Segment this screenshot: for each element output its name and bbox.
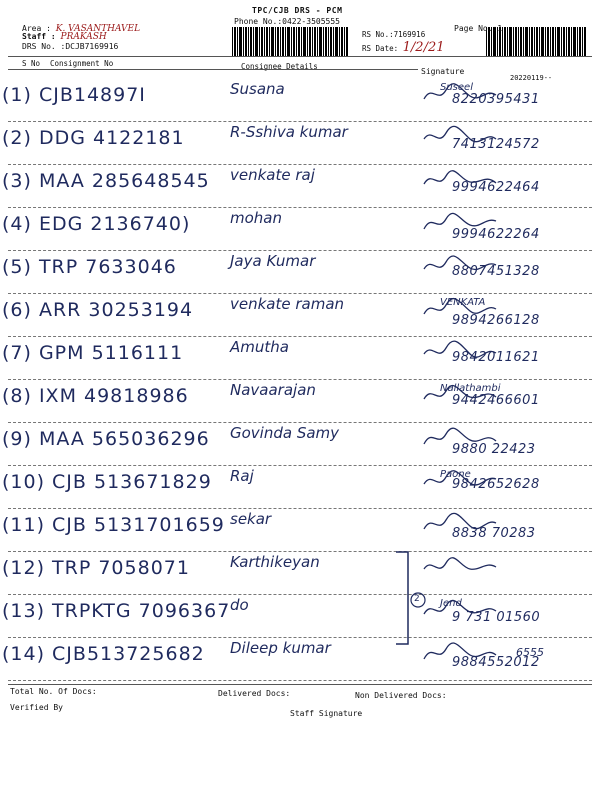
signature-text: Suseel: [440, 82, 473, 93]
row-divider: [8, 680, 592, 681]
row-divider: [8, 594, 592, 595]
row-divider: [8, 293, 592, 294]
consignee-name: sekar: [230, 510, 272, 528]
barcode-left: [232, 27, 348, 57]
col-consignee: Consignee Details: [241, 62, 318, 71]
phone-number-handwritten: 9442466601: [452, 393, 540, 408]
signature-text: Paone: [440, 469, 471, 480]
table-row: [0, 252, 600, 296]
footer-rule: [8, 684, 592, 685]
consignment-number: (7) GPM 5116111: [2, 342, 184, 364]
table-row: [0, 80, 600, 124]
consignee-name: R-Sshiva kumar: [230, 123, 348, 141]
area-label: Area :: [22, 24, 51, 33]
row-divider: [8, 465, 592, 466]
consignee-name: Karthikeyan: [230, 553, 320, 571]
signature-text: VENKATA: [440, 297, 486, 308]
consignee-name: mohan: [230, 209, 282, 227]
phone-number-handwritten: 8838 70283: [452, 526, 536, 541]
row-divider: [8, 637, 592, 638]
table-row: [0, 639, 600, 683]
phone-number-handwritten: 7413124572: [452, 137, 540, 152]
table-row: [0, 381, 600, 425]
phone-number-handwritten: 9 731 01560: [452, 610, 541, 625]
table-row: [0, 510, 600, 554]
row-divider: [8, 336, 592, 337]
phone-number-handwritten: 8220395431: [452, 92, 540, 107]
consignment-number: (12) TRP 7058071: [2, 557, 190, 579]
consignment-number: (3) MAA 285648545: [2, 170, 210, 192]
table-row: [0, 553, 600, 597]
phone-number-handwritten: 9994622264: [452, 227, 540, 242]
phone-number-handwritten: 9842652628: [452, 477, 540, 492]
consignment-number: (5) TRP 7633046: [2, 256, 177, 278]
date-stamp: 20220119--: [510, 74, 553, 82]
phone-number-handwritten: 9894266128: [452, 313, 540, 328]
row-divider: [8, 207, 592, 208]
staff-value: PRAKASH: [60, 32, 107, 42]
phone-number: Phone No.:0422-3505555: [234, 17, 340, 26]
table-row: [0, 424, 600, 468]
rs-number: RS No.:7169916: [362, 30, 426, 39]
phone-number-handwritten: 9994622464: [452, 180, 540, 195]
row-divider: [8, 508, 592, 509]
consignment-number: (10) CJB 513671829: [2, 471, 212, 493]
col-signature: Signature: [421, 67, 465, 76]
non-delivered-docs: Non Delivered Docs:: [355, 691, 447, 700]
staff-signature: Staff Signature: [290, 709, 363, 718]
area-value: K. VASANTHAVEL: [55, 24, 141, 34]
consignment-number: (6) ARR 30253194: [2, 299, 194, 321]
rs-date-label: RS Date:: [362, 44, 399, 53]
staff-label: Staff :: [22, 32, 56, 41]
signature-text: Nallathambi: [440, 383, 501, 394]
phone-number-handwritten: 9842011621: [452, 350, 540, 365]
consignment-number: (14) CJB513725682: [2, 643, 205, 665]
consignment-number: (2) DDG 4122181: [2, 127, 185, 149]
consignment-number: (9) MAA 565036296: [2, 428, 210, 450]
total-docs: Total No. Of Docs:: [10, 687, 97, 696]
consignee-name: Amutha: [230, 338, 289, 356]
col-consignment: Consignment No: [50, 59, 114, 68]
staff-field: [22, 32, 107, 42]
row-divider: [8, 551, 592, 552]
page-number: Page No.:1: [454, 24, 503, 33]
delivered-docs: Delivered Docs:: [218, 689, 291, 698]
phone-number-handwritten: 9884552012: [452, 655, 540, 670]
consignment-number: (4) EDG 2136740): [2, 213, 191, 235]
header-rule-top: [8, 56, 592, 57]
phone-number-handwritten: 9880 22423: [452, 442, 536, 457]
consignee-name: venkate raman: [230, 295, 345, 313]
consignee-name: Govinda Samy: [230, 424, 340, 442]
consignment-number: (13) TRPKTG 7096367: [2, 600, 231, 622]
extra-number: 6555: [516, 646, 544, 659]
row-divider: [8, 422, 592, 423]
table-row: [0, 338, 600, 382]
document-title: TPC/CJB DRS - PCM: [252, 6, 343, 15]
consignee-name: venkate raj: [230, 166, 315, 184]
table-row: [0, 295, 600, 339]
row-divider: [8, 379, 592, 380]
signature-text: Jend: [440, 598, 462, 609]
table-row: [0, 209, 600, 253]
rs-date-field: [362, 40, 444, 55]
consignee-name: Navaarajan: [230, 381, 316, 399]
drs-number: DRS No. :DCJB7169916: [22, 42, 119, 51]
consignee-name: Dileep kumar: [230, 639, 331, 657]
table-row: [0, 467, 600, 511]
row-divider: [8, 250, 592, 251]
consignee-name: do: [230, 596, 249, 614]
bracket-label: 2: [414, 594, 420, 604]
rs-date-value: 1/2/21: [402, 40, 445, 55]
table-row: [0, 123, 600, 167]
consignment-number: (8) IXM 49818986: [2, 385, 189, 407]
consignee-name: Jaya Kumar: [230, 252, 316, 270]
col-sno: S No: [22, 59, 41, 68]
consignee-name: Susana: [230, 80, 285, 98]
consignee-name: Raj: [230, 467, 254, 485]
phone-number-handwritten: 8807451328: [452, 264, 540, 279]
row-divider: [8, 121, 592, 122]
consignment-number: (1) CJB14897I: [2, 84, 146, 106]
row-divider: [8, 164, 592, 165]
table-row: [0, 166, 600, 210]
verified-by: Verified By: [10, 703, 63, 712]
header-rule-bottom: [8, 69, 418, 70]
consignment-number: (11) CJB 5131701659: [2, 514, 225, 536]
table-row: [0, 596, 600, 640]
